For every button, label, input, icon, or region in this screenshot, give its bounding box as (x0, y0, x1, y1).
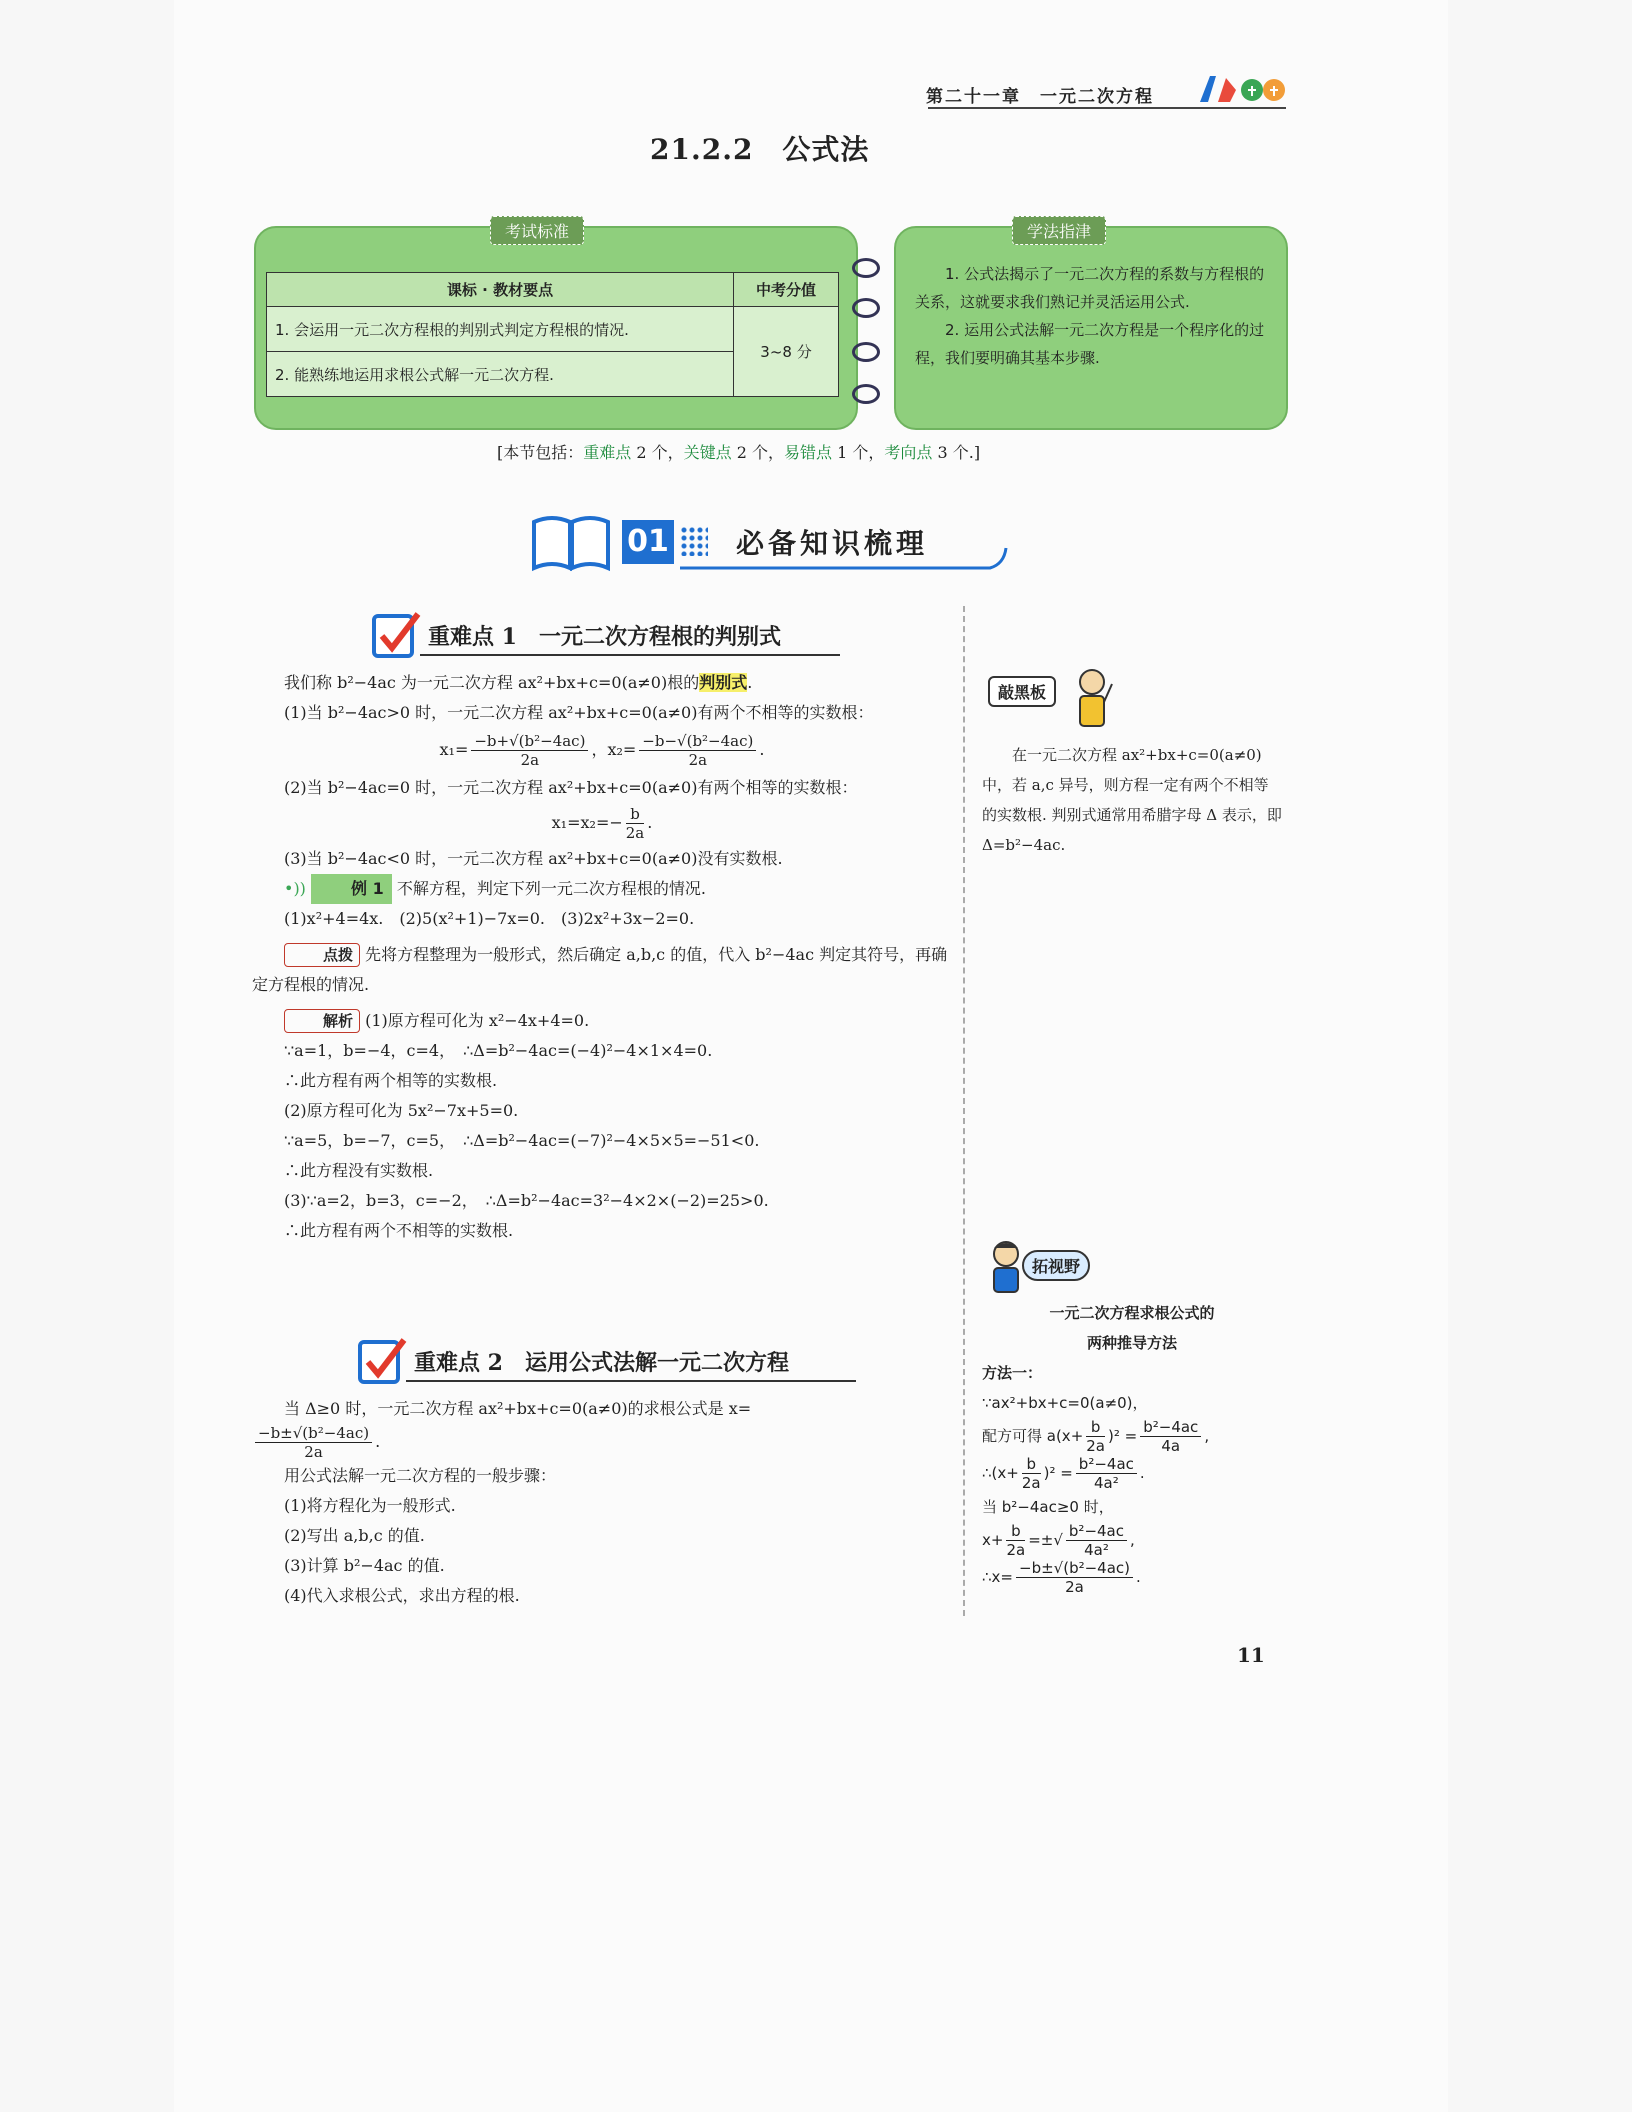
derivation-part: ∴(x+ (982, 1464, 1019, 1482)
example-items: (1)x²+4=4x. (2)5(x²+1)−7x=0. (3)2x²+3x−2=0. (284, 909, 695, 928)
example-text: 不解方程，判定下列一元二次方程根的情况. (396, 879, 706, 898)
header-logo-icon (1196, 72, 1288, 106)
knowledge-banner (530, 512, 1010, 574)
binder-ring (852, 384, 880, 404)
learn-guide-tag: 学法指津 (1012, 216, 1106, 245)
derivation-fraction (1140, 1418, 1201, 1455)
summary-count: 2 个， (631, 443, 684, 462)
summary-count: 3 个.] (932, 443, 981, 462)
derivation-part: =±√ (1028, 1531, 1063, 1549)
step-item: (4)代入求根公式，求出方程的根. (284, 1586, 520, 1605)
key-point-1-body (252, 668, 952, 1246)
column-divider (963, 606, 965, 1616)
table-row-2: 2. 能熟练地运用求根公式解一元二次方程. (267, 352, 734, 397)
table-header-points: 课标 · 教材要点 (267, 273, 734, 307)
side-note-2-badge: 拓视野 (1022, 1250, 1090, 1281)
fraction-numerator: b²−4ac (1076, 1455, 1137, 1474)
x2-fraction (639, 732, 756, 769)
solution-block (252, 1006, 952, 1036)
solution-label: 解析 (284, 1009, 360, 1033)
derivation-line: ∴x= $\frac{\text{−b±√(b²−4ac)}}{2a}$ . (982, 1559, 1141, 1596)
equal-root-numerator: b (626, 805, 645, 824)
derivation-line: 配方可得 a(x+ $\frac{b}{2a}$ )² = $\frac{\text{b²−4ac}}{4a}$ , (982, 1418, 1210, 1455)
steps-title: 用公式法解一元二次方程的一般步骤： (284, 1466, 557, 1485)
derivation-line: ∵ax²+bx+c=0(a≠0)， (982, 1394, 1148, 1412)
kp1-case-1: (1)当 b²−4ac>0 时，一元二次方程 ax²+bx+c=0(a≠0)有两个不相等的实数根： (284, 703, 874, 722)
side-note-2-body (982, 1298, 1282, 1596)
derivation-part: )² = (1108, 1427, 1138, 1445)
derivation-line: 当 b²−4ac≥0 时， (982, 1498, 1114, 1516)
student-icon (986, 1238, 1026, 1294)
fraction-numerator: −b±√(b²−4ac) (1016, 1559, 1133, 1578)
header-rule (928, 107, 1286, 109)
binder-ring (852, 298, 880, 318)
solution-line: ∵a=1，b=−4，c=4， ∴Δ=b²−4ac=(−4)²−4×1×4=0. (284, 1041, 713, 1060)
derivation-fraction (1076, 1455, 1137, 1492)
x2-denominator: 2a (688, 751, 708, 769)
example-label: 例 1 (311, 874, 392, 904)
solution-line: ∴此方程有两个相等的实数根. (284, 1071, 498, 1090)
heading-underline (420, 654, 840, 656)
exam-standard-table (266, 272, 839, 397)
x2-numerator: −b−√(b²−4ac) (639, 732, 756, 751)
learn-guide-p2: 2. 运用公式法解一元二次方程是一个程序化的过程，我们要明确其基本步骤. (915, 321, 1265, 367)
key-point-2-body (252, 1394, 952, 1611)
derivation-fraction (1066, 1522, 1127, 1559)
kp1-roots-formula: x₁= $\frac{\text{−b+√(b²−4ac)}}{2a}$ ，x₂= $\frac{\text{−b−√(b²−4ac)}}{2a}$ . (439, 732, 765, 769)
summary-error-point: 易错点 (784, 443, 833, 462)
fraction-numerator: b²−4ac (1140, 1418, 1201, 1437)
kp2-intro: 当 Δ≥0 时，一元二次方程 ax²+bx+c=0(a≠0)的求根公式是 x= (284, 1399, 752, 1418)
fraction-numerator: b (1022, 1455, 1041, 1474)
banner-title: 必备知识梳理 (736, 527, 929, 560)
fraction-denominator: 4a² (1084, 1541, 1109, 1559)
fraction-denominator: 2a (1086, 1437, 1106, 1455)
example-1 (252, 874, 952, 904)
table-row-1: 1. 会运用一元二次方程根的判别式判定方程根的情况. (267, 307, 734, 352)
table-score: 3~8 分 (734, 307, 839, 397)
derivation-part: 配方可得 a(x+ (982, 1427, 1084, 1445)
exam-standard-tag: 考试标准 (490, 216, 584, 245)
solution-line: ∴此方程有两个不相等的实数根. (284, 1221, 514, 1240)
fraction-denominator: 4a² (1093, 1474, 1119, 1492)
kp2-root-formula: $\frac{\text{−b±√(b²−4ac)}}{2a}$ . (252, 1424, 952, 1461)
summary-prefix: [本节包括： (497, 443, 584, 462)
method-1-label: 方法一： (982, 1364, 1043, 1382)
table-header-score: 中考分值 (734, 273, 839, 307)
solution-line: ∵a=5，b=−7，c=5， ∴Δ=b²−4ac=(−7)²−4×5×5=−51<0. (284, 1131, 760, 1150)
section-title: 21.2.2 公式法 (650, 133, 870, 166)
banner-underline (530, 512, 1010, 574)
summary-key-difficult: 重难点 (583, 443, 632, 462)
derivation-part: )² = (1043, 1464, 1073, 1482)
teacher-icon (1070, 666, 1114, 736)
fraction-denominator: 2a (1065, 1578, 1084, 1596)
solution-line: (1)原方程可化为 x²−4x+4=0. (365, 1011, 590, 1030)
derivation-line: x+ $\frac{b}{2a}$ =±√ $\frac{\text{b²−4ac}}{\text{4a²}}$ , (982, 1522, 1135, 1559)
hint-text: 先将方程整理为一般形式，然后确定 a,b,c 的值，代入 b²−4ac 判定其符号，再确定方程根的情况. (252, 945, 948, 994)
page-number: 11 (1237, 1643, 1265, 1667)
derivation-line: ∴(x+ $\frac{b}{2a}$ )² = $\frac{\text{b²−4ac}}{\text{4a²}}$ . (982, 1455, 1145, 1492)
equal-root-denominator: 2a (625, 824, 645, 842)
fraction-denominator: 2a (1006, 1541, 1026, 1559)
step-item: (1)将方程化为一般形式. (284, 1496, 456, 1515)
sound-icon: •)) (284, 879, 306, 898)
x1-lhs: x₁= (439, 740, 469, 759)
kp1-equal-root: x₁=x₂=− $\frac{b}{2a}$ . (551, 805, 653, 842)
fraction-denominator: 2a (1021, 1474, 1041, 1492)
key-point-1-title: 重难点 1 一元二次方程根的判别式 (428, 624, 781, 650)
kp1-intro: 我们称 b²−4ac 为一元二次方程 ax²+bx+c=0(a≠0)根的判别式. (284, 673, 753, 692)
derivation-fraction (1016, 1559, 1133, 1596)
side-note-2-title-1: 一元二次方程求根公式的 (1049, 1304, 1215, 1322)
side-note-1-badge: 敲黑板 (988, 676, 1056, 707)
derivation-part: x+ (982, 1531, 1004, 1549)
learn-guide-p1: 1. 公式法揭示了一元二次方程的系数与方程根的关系，这就要求我们熟记并灵活运用公式. (915, 265, 1265, 311)
checkmark-badge-icon (370, 608, 424, 662)
summary-count: 2 个， (731, 443, 784, 462)
key-point-2-title: 重难点 2 运用公式法解一元二次方程 (414, 1350, 789, 1376)
derivation-fraction (1022, 1455, 1041, 1492)
fraction-numerator: b (1006, 1522, 1025, 1541)
step-item: (2)写出 a,b,c 的值. (284, 1526, 425, 1545)
chapter-header: 第二十一章 一元二次方程 (926, 87, 1154, 107)
solution-line: ∴此方程没有实数根. (284, 1161, 434, 1180)
x1-fraction (471, 732, 588, 769)
x1-denominator: 2a (520, 751, 540, 769)
derivation-fraction (1006, 1522, 1025, 1559)
fraction-numerator: b (1086, 1418, 1105, 1437)
root-formula-numerator: −b±√(b²−4ac) (255, 1424, 372, 1443)
equal-root-fraction (626, 805, 645, 842)
kp1-intro-text: 我们称 b²−4ac 为一元二次方程 ax²+bx+c=0(a≠0)根的 (284, 673, 700, 692)
discriminant-highlight: 判别式 (699, 673, 748, 692)
fraction-numerator: b²−4ac (1066, 1522, 1127, 1541)
summary-exam-point: 考向点 (884, 443, 933, 462)
step-item: (3)计算 b²−4ac 的值. (284, 1556, 445, 1575)
learn-guide-text (915, 260, 1269, 372)
root-formula-fraction (255, 1424, 372, 1461)
derivation-part: ∴x= (982, 1568, 1013, 1586)
side-note-2-title-2: 两种推导方法 (1086, 1334, 1177, 1352)
heading-underline (406, 1380, 856, 1382)
fraction-denominator: 4a (1161, 1437, 1181, 1455)
binder-ring (852, 342, 880, 362)
root-formula-denominator: 2a (304, 1443, 323, 1461)
kp1-case-3: (3)当 b²−4ac<0 时，一元二次方程 ax²+bx+c=0(a≠0)没有实数根. (284, 849, 783, 868)
summary-count: 1 个， (832, 443, 885, 462)
equal-root-lhs: x₁=x₂=− (551, 813, 623, 832)
derivation-fraction (1086, 1418, 1105, 1455)
solution-line: (2)原方程可化为 5x²−7x+5=0. (284, 1101, 519, 1120)
section-summary (497, 440, 980, 463)
kp1-case-2: (2)当 b²−4ac=0 时，一元二次方程 ax²+bx+c=0(a≠0)有两个相等的实数根： (284, 778, 858, 797)
solution-line: (3)∵a=2，b=3，c=−2， ∴Δ=b²−4ac=3²−4×2×(−2)=25>0. (284, 1191, 769, 1210)
hint-label: 点拨 (284, 943, 360, 967)
side-note-1-text: 在一元二次方程 ax²+bx+c=0(a≠0)中，若 a,c 异号，则方程一定有两个不相等的实数根. 判别式通常用希腊字母 Δ 表示，即 Δ=b²−4ac. (982, 746, 1282, 854)
hint-block (252, 940, 952, 1000)
binder-ring (852, 258, 880, 278)
banner-number: 01 (622, 520, 674, 564)
checkmark-badge-icon (356, 1334, 410, 1388)
x1-numerator: −b+√(b²−4ac) (471, 732, 588, 751)
summary-key-point: 关键点 (683, 443, 732, 462)
x2-lhs: ，x₂= (591, 740, 637, 759)
